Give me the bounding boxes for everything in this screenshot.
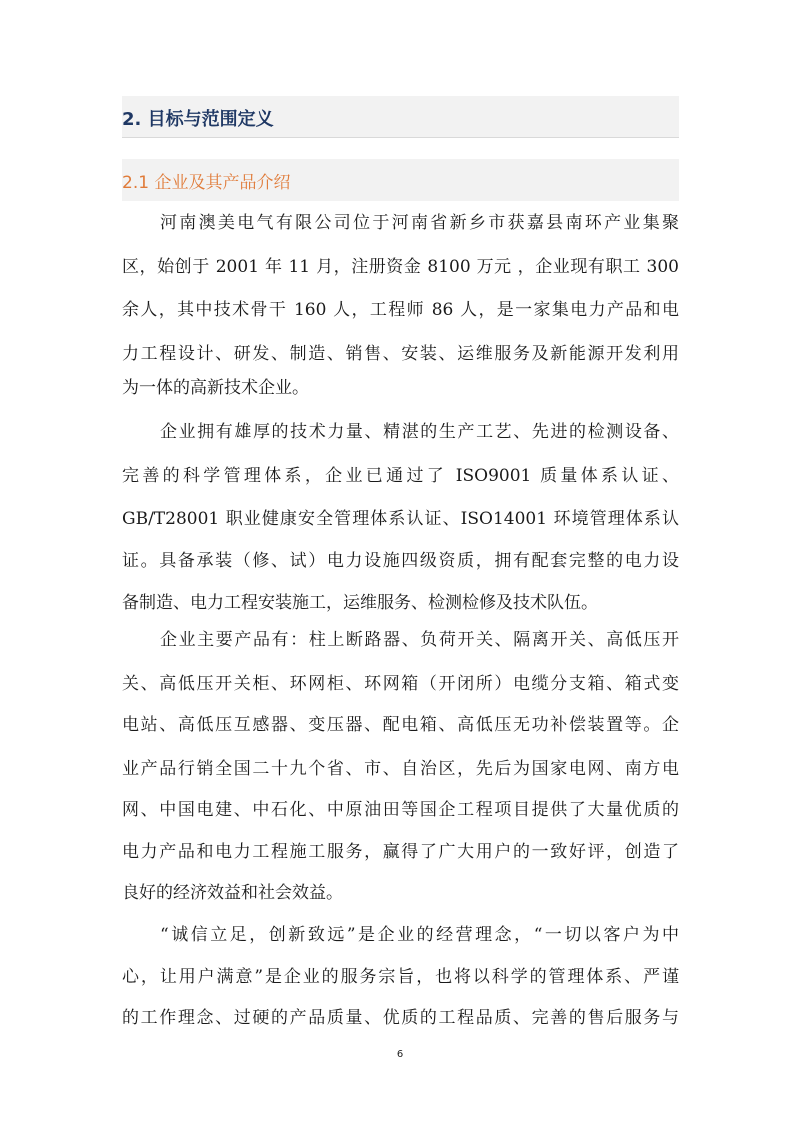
text-line: 心，让用户满意”是企业的服务宗旨，也将以科学的管理体系、严谨 — [122, 967, 679, 987]
text-line: 的工作理念、过硬的产品质量、优质的工程品质、完善的售后服务与 — [122, 1008, 679, 1028]
text-line: 企业拥有雄厚的技术力量、精湛的生产工艺、先进的检测设备、 — [160, 422, 679, 442]
section-heading-bar — [122, 96, 679, 138]
text-line: 余人，其中技术骨干 160 人，工程师 86 人，是一家集电力产品和电 — [122, 300, 679, 320]
section-heading: 2. 目标与范围定义 — [122, 109, 274, 130]
text-line: GB/T28001 职业健康安全管理体系认证、ISO14001 环境管理体系认 — [122, 509, 679, 529]
text-line: 为一体的高新技术企业。 — [122, 378, 309, 398]
text-line: 关、高低压开关柜、环网柜、环网箱（开闭所）电缆分支箱、箱式变 — [122, 674, 679, 694]
text-line: 网、中国电建、中石化、中原油田等国企工程项目提供了大量优质的 — [122, 800, 679, 820]
subsection-heading: 2.1 企业及其产品介绍 — [122, 173, 291, 193]
page-number: 6 — [396, 1049, 404, 1060]
text-line: 电站、高低压互感器、变压器、配电箱、高低压无功补偿装置等。企 — [122, 715, 679, 735]
text-line: 电力产品和电力工程施工服务，赢得了广大用户的一致好评，创造了 — [122, 842, 679, 862]
text-line: 区，始创于 2001 年 11 月，注册资金 8100 万元 ，企业现有职工 300 — [122, 257, 679, 277]
text-line: 力工程设计、研发、制造、销售、安装、运维服务及新能源开发利用 — [122, 344, 679, 364]
text-line: 企业主要产品有：柱上断路器、负荷开关、隔离开关、高低压开 — [160, 630, 679, 650]
text-line: 证。具备承装（修、试）电力设施四级资质，拥有配套完整的电力设 — [122, 551, 679, 571]
text-line: “诚信立足，创新致远”是企业的经营理念，“一切以客户为中 — [160, 925, 679, 945]
text-line: 良好的经济效益和社会效益。 — [122, 883, 343, 903]
text-line: 河南澳美电气有限公司位于河南省新乡市获嘉县南环产业集聚 — [160, 213, 679, 233]
text-line: 备制造、电力工程安装施工，运维服务、检测检修及技术队伍。 — [122, 593, 598, 613]
subsection-heading-bar — [122, 159, 679, 201]
text-line: 业产品行销全国二十九个省、市、自治区，先后为国家电网、南方电 — [122, 759, 679, 779]
text-line: 完善的科学管理体系，企业已通过了 ISO9001 质量体系认证、 — [122, 466, 679, 486]
